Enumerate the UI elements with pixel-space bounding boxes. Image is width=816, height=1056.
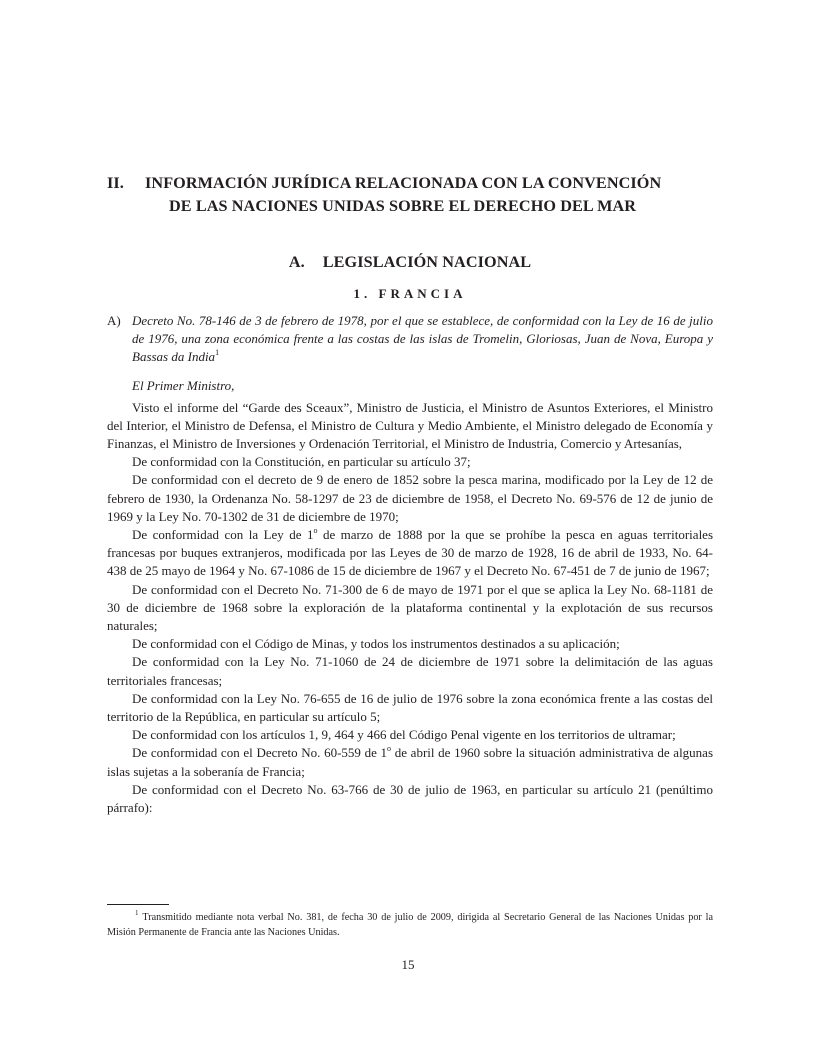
paragraph-text: de abril de 1960 sobre la situación administrativa de algunas islas sujetas a la soberanía de Francia;: [107, 745, 714, 779]
paragraph: De conformidad con el Decreto No. 71-300 de 6 de mayo de 1971 por el que se aplica la Ley No. 68-1181 de 30 de diciembre de 1968 sobre la exploración de la plataforma continental y la explotación de sus recursos naturales;: [107, 581, 713, 634]
part-title: [107, 172, 713, 218]
paragraph: [107, 526, 713, 581]
part-number: II.: [107, 174, 124, 192]
section-letter: A.: [288, 253, 305, 271]
paragraph: De conformidad con los artículos 1, 9, 464 y 466 del Código Penal vigente en los territorios de ultramar;: [132, 727, 676, 743]
paragraph-text: De conformidad con el Decreto No. 60-559 de 1: [132, 745, 388, 761]
part-title-line2: DE LAS NACIONES UNIDAS SOBRE EL DERECHO DEL MAR: [169, 197, 637, 215]
section-name: LEGISLACIÓN NACIONAL: [322, 253, 532, 271]
paragraph: De conformidad con el Decreto No. 63-766 de 30 de julio de 1963, en particular su artículo 21 (penúltimo párrafo):: [107, 781, 713, 816]
decree-label: A): [107, 313, 121, 328]
paragraph: De conformidad con el decreto de 9 de enero de 1852 sobre la pesca marina, modificado por la Ley de 12 de febrero de 1930, la Ordenanza No. 58-1297 de 23 de diciembre de 1958, el Decreto No. 69-576 de 12 de junio de 1969 y la Ley No. 70-1302 de 31 de diciembre de 1970;: [107, 472, 713, 524]
ordinal-sup: o: [387, 744, 392, 754]
page-body: [107, 172, 713, 817]
paragraph: De conformidad con la Ley No. 76-655 de 16 de julio de 1976 sobre la zona económica frente a las costas del territorio de la República, en particular su artículo 5;: [107, 690, 713, 725]
footnote-number: 1: [135, 908, 139, 917]
paragraph-text: de marzo de 1888 por la que se prohíbe la pesca en aguas territoriales francesas por buques extranjeros, modificada por las Leyes de 30 de marzo de 1928, 16 de abril de 1933, No. 64-438 de 25 mayo de 1964 y No. 67-1086 de 15 de diciembre de 1967 y el Decreto No. 67-451 de 7 de junio de 1967;: [107, 527, 714, 579]
ordinal-sup: o: [313, 525, 318, 535]
paragraph: [107, 744, 713, 780]
part-title-line1: INFORMACIÓN JURÍDICA RELACIONADA CON LA CONVENCIÓN: [145, 174, 662, 192]
paragraph: De conformidad con la Ley No. 71-1060 de 24 de diciembre de 1971 sobre la delimitación de las aguas territoriales francesas;: [107, 654, 713, 688]
minister-heading: El Primer Ministro,: [132, 377, 235, 393]
decree-heading: [107, 312, 713, 367]
footnote-text: Transmitido mediante nota verbal No. 381, de fecha 30 de julio de 2009, dirigida al Secretario General de las Naciones Unidas por la Misión Permanente de Francia ante las Naciones Unidas.: [107, 912, 713, 938]
decree-title: Decreto No. 78-146 de 3 de febrero de 1978, por el que se establece, de conformidad con la Ley de 16 de julio de 1976, una zona económica frente a las costas de las islas de Tromelin, Gloriosas, Juan de Nova, Europa y Bassas da India: [132, 313, 713, 365]
paragraph: De conformidad con la Constitución, en particular su artículo 37;: [132, 454, 471, 470]
footnote-divider: [107, 904, 169, 905]
footnote-reference[interactable]: 1: [215, 348, 220, 358]
paragraph: De conformidad con el Código de Minas, y todos los instrumentos destinados a su aplicación;: [132, 636, 620, 652]
paragraph-text: De conformidad con la Ley de 1: [132, 527, 314, 543]
footnote: [107, 908, 713, 940]
paragraph: Visto el informe del “Garde des Sceaux”, Ministro de Justicia, el Ministro de Asuntos Exteriores, el Ministro del Interior, el Ministro de Defensa, el Ministro de Cultura y Medio Ambiente, el Ministro delegado de Economía y Finanzas, el Ministro de Inversiones y Ordenación Territorial, el Ministro de Industria, Comercio y Artesanías,: [107, 399, 713, 452]
page-number: 15: [401, 957, 415, 972]
section-title: [107, 252, 713, 272]
subsection-title: 1. FRANCIA: [353, 286, 467, 301]
